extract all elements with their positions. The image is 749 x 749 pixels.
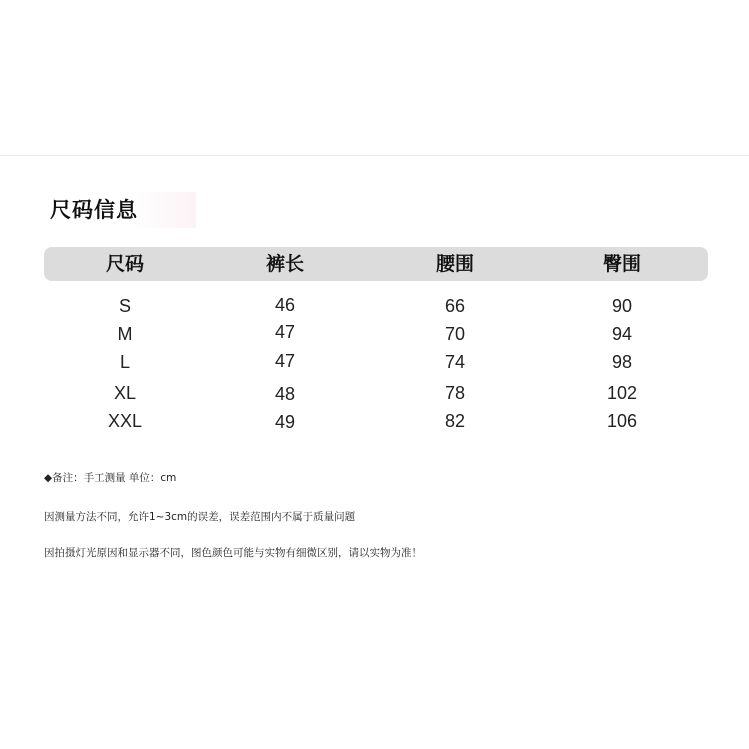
cell-waist: 70: [444, 324, 466, 344]
cell-hip: 102: [606, 383, 638, 403]
cell-hip: 90: [611, 296, 633, 316]
cell-waist: 82: [444, 411, 466, 431]
section-title: 尺码信息: [48, 192, 196, 228]
cell-hip: 98: [611, 352, 633, 372]
cell-size: S: [118, 296, 131, 316]
cell-length: 46: [274, 295, 296, 315]
cell-hip: 106: [606, 411, 638, 431]
cell-size: XL: [113, 383, 137, 403]
cell-size: L: [119, 352, 130, 372]
cell-size: XXL: [107, 411, 143, 431]
note-color-disclaimer: 因拍摄灯光原因和显示器不同，图色颜色可能与实物有细微区别，请以实物为准！: [44, 547, 422, 559]
cell-length: 47: [274, 351, 296, 371]
note-measurement-unit: ◆备注：手工测量 单位：cm: [44, 472, 177, 484]
header-hip: 臀围: [602, 253, 641, 275]
cell-length: 49: [274, 412, 296, 432]
cell-length: 47: [274, 322, 296, 342]
header-waist: 腰围: [435, 253, 474, 275]
header-length: 裤长: [265, 253, 304, 275]
cell-waist: 78: [444, 383, 466, 403]
cell-length: 48: [274, 384, 296, 404]
size-table-header: [44, 247, 708, 281]
cell-hip: 94: [611, 324, 633, 344]
note-tolerance: 因测量方法不同，允许1~3cm的误差，误差范围内不属于质量问题: [44, 511, 356, 523]
cell-size: M: [117, 324, 133, 344]
header-size: 尺码: [105, 253, 144, 275]
cell-waist: 74: [444, 352, 466, 372]
top-divider: [0, 155, 749, 156]
cell-waist: 66: [444, 296, 466, 316]
